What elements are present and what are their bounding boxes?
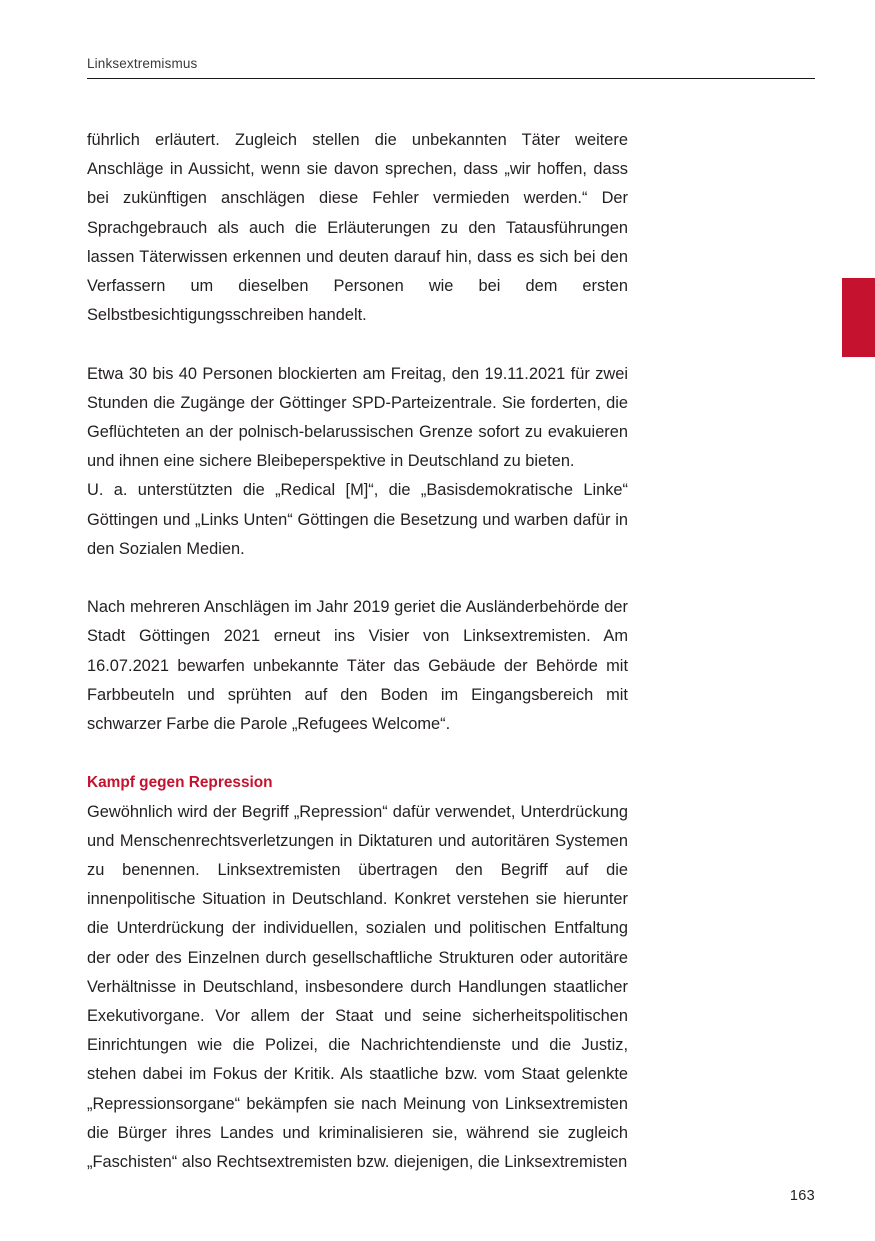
text-column	[87, 126, 628, 1177]
paragraph-spd-blockade: Etwa 30 bis 40 Personen blockierten am Freitag, den 19.11.2021 für zwei Stunden die Zugänge der Göttinger SPD-Parteizentrale. Sie forderten, die Geflüchteten an der polnisch-belarussischen Grenze sofort zu evakuieren und ihnen eine sichere Bleibeperspektive in Deutschland zu bieten.	[87, 364, 628, 471]
page-number: 163	[789, 1188, 815, 1204]
running-header	[87, 55, 815, 79]
paragraph-supporting-groups: U. a. unterstützten die „Redical [M]“, die „Basisdemokratische Linke“ Göttingen und „Links Unten“ Göttingen die Besetzung und warben dafür in den Sozialen Medien.	[87, 481, 628, 558]
section-heading-kampf-gegen-repression: Kampf gegen Repression	[87, 774, 273, 792]
header-rule	[87, 78, 815, 79]
paragraph-continuation: führlich erläutert. Zugleich stellen die unbekannten Täter weitere Anschläge in Aussicht, wenn sie davon sprechen, dass „wir hoffen, dass bei zukünftigen anschlägen diese Fehler vermieden werden.“ Der Sprachgebrauch als auch die Erläuterungen zu den Tatausführungen lassen Täterwissen erkennen und deuten darauf hin, dass es sich bei den Verfassern um dieselben Personen wie bei dem ersten Selbstbesichtigungsschreiben handelt.	[87, 131, 628, 325]
running-head-title: Linksextremismus	[87, 56, 198, 71]
paragraph-auslaenderbehoerde: Nach mehreren Anschlägen im Jahr 2019 geriet die Ausländerbehörde der Stadt Göttingen 2021 erneut ins Visier von Linksextremisten. Am 16.07.2021 bewarfen unbekannte Täter das Gebäude der Behörde mit Farbbeuteln und sprühten auf den Boden im Eingangsbereich mit schwarzer Farbe die Parole „Refugees Welcome“.	[87, 598, 628, 734]
edge-thumb-tab	[842, 278, 875, 357]
paragraph-repression-definition: Gewöhnlich wird der Begriff „Repression“ dafür verwendet, Unterdrückung und Menschenrechtsverletzungen in Diktaturen und autoritären Systemen zu benennen. Linksextremisten übertragen den Begriff auf die innenpolitische Situation in Deutschland. Konkret verstehen sie hierunter die Unterdrückung der individuellen, sozialen und politischen Entfaltung der oder des Einzelnen durch gesellschaftliche Strukturen oder autoritäre Verhältnisse in Deutschland, insbesondere durch Handlungen staatlicher Exekutivorgane. Vor allem der Staat und seine sicherheitspolitischen Einrichtungen wie die Polizei, die Nachrichtendienste und die Justiz, stehen dabei im Fokus der Kritik. Als staatliche bzw. vom Staat gelenkte „Repressionsorgane“ bekämpfen sie nach Meinung von Linksextremisten die Bürger ihres Landes und kriminalisieren sie, während sie zugleich „Faschisten“ also Rechtsextremisten bzw. diejenigen, die Linksextremisten	[87, 802, 628, 1172]
